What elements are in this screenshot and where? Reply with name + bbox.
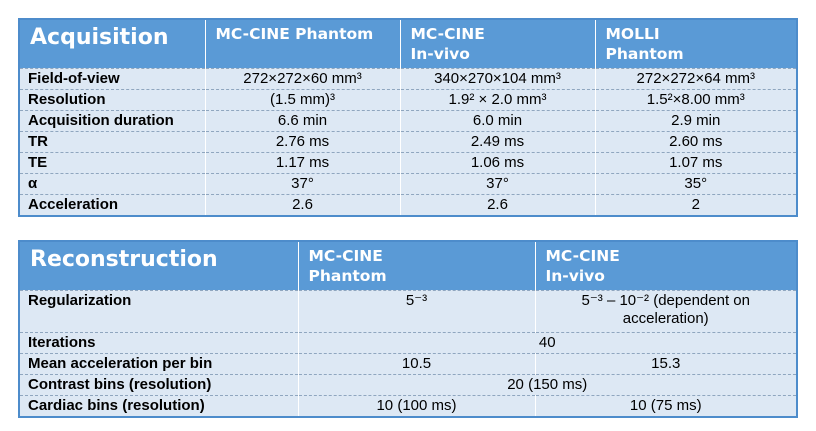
row-label: Acceleration <box>20 194 205 215</box>
table-cell: 40 <box>298 332 796 353</box>
table-row <box>20 68 796 89</box>
table-cell: 2.9 min <box>595 110 796 131</box>
row-label: Resolution <box>20 89 205 110</box>
table-cell: 10 (75 ms) <box>535 395 796 416</box>
table-cell: 2 <box>595 194 796 215</box>
table-cell: 10 (100 ms) <box>298 395 535 416</box>
table-row <box>20 353 796 374</box>
row-label: Iterations <box>20 332 298 353</box>
reconstruction-title: Reconstruction <box>30 247 218 272</box>
table-row <box>20 110 796 131</box>
table-cell: 20 (150 ms) <box>298 374 796 395</box>
reconstruction-table <box>20 242 796 416</box>
table-row <box>20 173 796 194</box>
row-label: TE <box>20 152 205 173</box>
acquisition-title-cell <box>20 20 205 68</box>
row-label: Field-of-view <box>20 68 205 89</box>
table-cell: 1.5²×8.00 mm³ <box>595 89 796 110</box>
recon-col-header: MC-CINE Phantom <box>298 242 535 290</box>
acquisition-title: Acquisition <box>30 25 169 50</box>
table-cell: 2.49 ms <box>400 131 595 152</box>
table-row <box>20 395 796 416</box>
table-cell: 37° <box>205 173 400 194</box>
row-label: Contrast bins (resolution) <box>20 374 298 395</box>
table-cell: 1.06 ms <box>400 152 595 173</box>
table-cell: 6.6 min <box>205 110 400 131</box>
table-cell: 1.17 ms <box>205 152 400 173</box>
recon-col-header: MC-CINE In-vivo <box>545 247 620 285</box>
table-cell: 2.76 ms <box>205 131 400 152</box>
table-cell: 10.5 <box>298 353 535 374</box>
acq-col-header: MOLLI Phantom <box>605 25 684 63</box>
acquisition-table <box>20 20 796 215</box>
table-row <box>20 152 796 173</box>
table-cell: 5⁻³ – 10⁻² (dependent on acceleration) <box>535 290 796 332</box>
table-row <box>20 131 796 152</box>
table-cell: 15.3 <box>535 353 796 374</box>
table-cell: 2.60 ms <box>595 131 796 152</box>
table-row <box>20 374 796 395</box>
row-label: TR <box>20 131 205 152</box>
table-cell: 37° <box>400 173 595 194</box>
row-label: α <box>20 173 205 194</box>
table-cell: 2.6 <box>205 194 400 215</box>
row-label: Mean acceleration per bin <box>20 353 298 374</box>
table-row <box>20 332 796 353</box>
table-cell: 5⁻³ <box>298 290 535 332</box>
table-cell: 6.0 min <box>400 110 595 131</box>
acq-col-header: MC-CINE Phantom <box>205 20 400 68</box>
table-cell: 340×270×104 mm³ <box>400 68 595 89</box>
table-row <box>20 194 796 215</box>
table-cell: 2.6 <box>400 194 595 215</box>
table-row <box>20 290 796 332</box>
row-label: Acquisition duration <box>20 110 205 131</box>
table-cell: (1.5 mm)³ <box>205 89 400 110</box>
row-label: Regularization <box>20 290 298 332</box>
table-cell: 35° <box>595 173 796 194</box>
acq-col-header: MC-CINE In-vivo <box>400 20 595 68</box>
table-cell: 1.07 ms <box>595 152 796 173</box>
row-label: Cardiac bins (resolution) <box>20 395 298 416</box>
table-cell: 272×272×60 mm³ <box>205 68 400 89</box>
table-cell: 1.9² × 2.0 mm³ <box>400 89 595 110</box>
table-cell: 272×272×64 mm³ <box>595 68 796 89</box>
reconstruction-title-cell <box>20 242 298 290</box>
table-row <box>20 89 796 110</box>
